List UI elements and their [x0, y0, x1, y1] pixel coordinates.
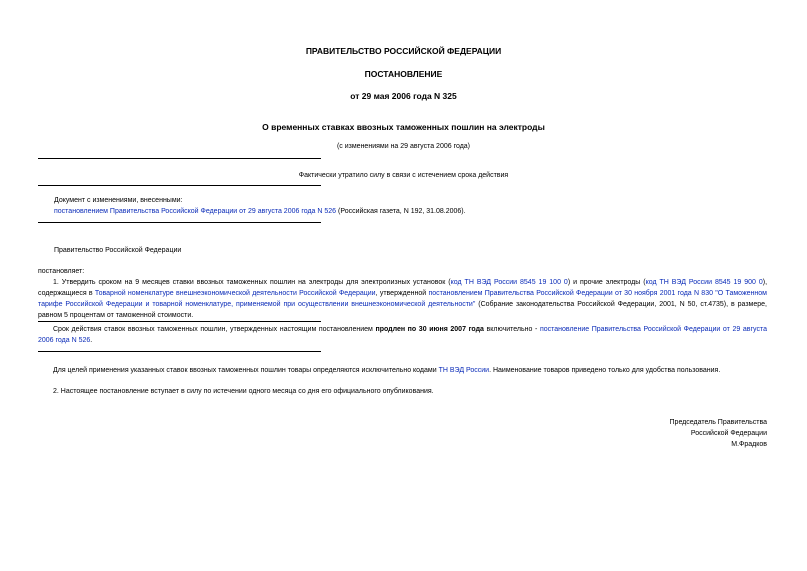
paragraph-2 — [38, 386, 767, 397]
term-date: продлен по 30 июня 2007 года — [375, 326, 484, 333]
signature-block — [567, 417, 767, 450]
changes-label: Документ с изменениями, внесенными: — [54, 197, 183, 204]
p1-text: , утвержденной — [375, 290, 429, 297]
term-text: Срок действия ставок ввозных таможенных пошлин, утвержденных настоящим постановлением — [53, 326, 376, 333]
divider — [38, 185, 321, 186]
codes-text: Для целей применения указанных ставок ввозных таможенных пошлин товары определяются исключительно кодами — [53, 367, 439, 374]
p1-text: ) и прочие электроды ( — [567, 279, 646, 286]
term-paragraph — [38, 324, 767, 346]
government-heading: ПРАВИТЕЛЬСТВО РОССИЙСКОЙ ФЕДЕРАЦИИ — [305, 46, 502, 56]
codes-text: . Наименование товаров приведено только для удобства пользования. — [489, 367, 721, 374]
signature-org: Российской Федерации — [690, 430, 767, 437]
term-text: включительно - — [483, 326, 540, 333]
divider — [38, 321, 321, 322]
decree-830-link[interactable]: постановлением Правительства Российской Федерации от 30 ноября 2001 года N 830 "О Таможенном тарифе Российской Федерации и товарной номенклатуре, применяемой при осуществлении внешнеэкономической деятельности" — [38, 290, 767, 308]
divider — [38, 158, 321, 159]
amendment-link[interactable]: постановлением Правительства Российской Федерации от 29 августа 2006 года N 526 — [54, 208, 337, 215]
nomenclature-link[interactable]: Товарной номенклатуре внешнеэкономической деятельности Российской Федерации — [94, 290, 376, 297]
divider — [38, 222, 321, 223]
code-link-8545191000[interactable]: код ТН ВЭД России 8545 19 100 0 — [450, 279, 568, 286]
changes-block — [54, 195, 774, 217]
p2-text: 2. Настоящее постановление вступает в силу по истечении одного месяца со дня его официального опубликования. — [53, 388, 434, 395]
tn-ved-link[interactable]: ТН ВЭД России — [438, 367, 490, 374]
divider — [38, 351, 321, 352]
decree-526-link[interactable]: постановление Правительства Российской Федерации от 29 августа 2006 года N 526 — [38, 326, 767, 344]
document-title: О временных ставках ввозных таможенных пошлин на электроды — [262, 122, 545, 132]
p1-text: ), содержащиеся в — [38, 279, 768, 297]
changes-line — [54, 206, 774, 217]
amendments-note: (с изменениями на 29 августа 2006 года) — [336, 143, 471, 150]
publication-source: (Российская газета, N 192, 31.08.2006). — [336, 208, 466, 215]
p1-text: 1. Утвердить сроком на 9 месяцев ставки ввозных таможенных пошлин на электроды для электролизных установок ( — [53, 279, 451, 286]
government-line: Правительство Российской Федерации — [54, 247, 182, 254]
codes-paragraph — [38, 365, 767, 376]
decrees-line: постановляет: — [38, 268, 85, 275]
signature-name: М.Фрадков — [731, 441, 767, 448]
document-date-number: от 29 мая 2006 года N 325 — [350, 91, 457, 101]
expired-note: Фактически утратило силу в связи с истечением срока действия — [298, 172, 509, 179]
paragraph-1 — [38, 277, 767, 321]
document-type: ПОСТАНОВЛЕНИЕ — [364, 69, 443, 79]
code-link-8545199000[interactable]: код ТН ВЭД России 8545 19 900 0 — [645, 279, 763, 286]
term-text: . — [90, 337, 93, 344]
signature-title: Председатель Правительства — [669, 419, 767, 426]
p1-text: (Собрание законодательства Российской Федерации, 2001, N 50, ст.4735), в размере, равном 5 процентам от таможенной стоимости. — [38, 301, 767, 319]
